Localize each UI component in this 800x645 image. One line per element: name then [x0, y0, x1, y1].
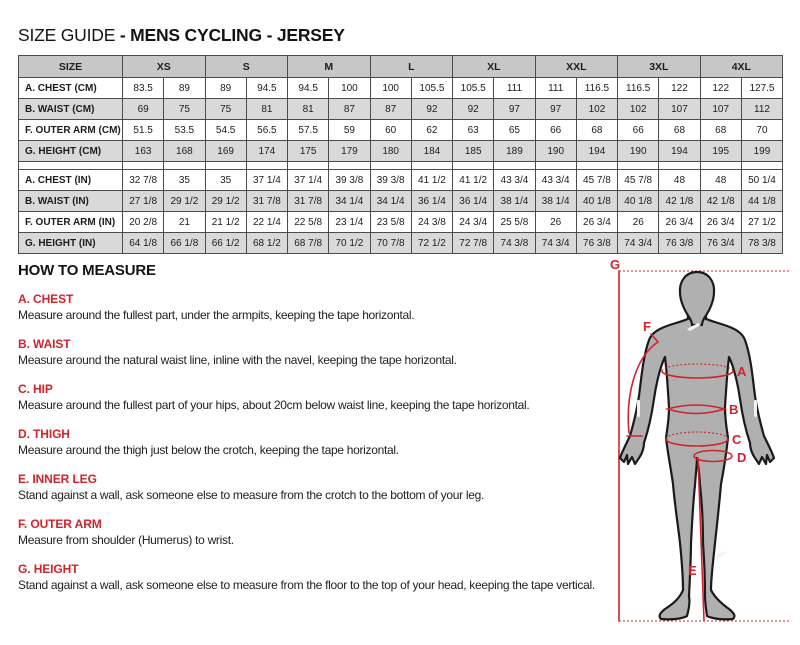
row-label: G. HEIGHT (CM) [19, 141, 123, 162]
measure-section [18, 518, 658, 547]
size-table-wrap [18, 55, 783, 254]
diagram-label-d: D [737, 450, 747, 465]
value-cell: 57.5 [288, 120, 329, 141]
value-cell: 94.5 [246, 78, 287, 99]
value-cell: 21 1/2 [205, 212, 246, 233]
value-cell: 26 3/4 [700, 212, 741, 233]
measure-section-text: Measure around the fullest part of your hips, about 20cm below waist line, keeping the tape horizontal. [18, 398, 530, 412]
value-cell: 21 [164, 212, 205, 233]
page-title-suffix: - MENS CYCLING - JERSEY [119, 25, 345, 45]
value-cell: 74 3/4 [618, 233, 659, 254]
value-cell: 175 [288, 141, 329, 162]
separator-cell [494, 162, 535, 170]
value-cell: 66 [535, 120, 576, 141]
value-cell: 195 [700, 141, 741, 162]
separator-cell [19, 162, 123, 170]
row-label: F. OUTER ARM (IN) [19, 212, 123, 233]
measure-section [18, 563, 658, 592]
value-cell: 24 3/4 [453, 212, 494, 233]
value-cell: 50 1/4 [741, 170, 782, 191]
value-cell: 40 1/8 [576, 191, 617, 212]
value-cell: 45 7/8 [576, 170, 617, 191]
value-cell: 76 3/8 [576, 233, 617, 254]
value-cell: 24 3/8 [411, 212, 452, 233]
value-cell: 36 1/4 [453, 191, 494, 212]
logo-mark-left-forearm [637, 400, 640, 417]
value-cell: 54.5 [205, 120, 246, 141]
separator-cell [370, 162, 411, 170]
separator-cell [411, 162, 452, 170]
value-cell: 63 [453, 120, 494, 141]
size-column-header: 3XL [618, 56, 701, 78]
diagram-label-c: C [732, 432, 742, 447]
value-cell: 43 3/4 [494, 170, 535, 191]
value-cell: 27 1/8 [123, 191, 164, 212]
value-cell: 102 [576, 99, 617, 120]
measure-section [18, 473, 658, 502]
size-column-header: 4XL [700, 56, 783, 78]
size-column-header: M [288, 56, 371, 78]
value-cell: 42 1/8 [700, 191, 741, 212]
value-cell: 40 1/8 [618, 191, 659, 212]
separator-cell [741, 162, 782, 170]
value-cell: 76 3/8 [659, 233, 700, 254]
value-cell: 44 1/8 [741, 191, 782, 212]
value-cell: 112 [741, 99, 782, 120]
value-cell: 122 [700, 78, 741, 99]
measure-section [18, 383, 658, 412]
value-cell: 100 [329, 78, 370, 99]
value-cell: 87 [370, 99, 411, 120]
separator-cell [246, 162, 287, 170]
table-row [19, 78, 783, 99]
separator-cell [700, 162, 741, 170]
value-cell: 70 [741, 120, 782, 141]
table-row [19, 212, 783, 233]
row-label: B. WAIST (CM) [19, 99, 123, 120]
value-cell: 127.5 [741, 78, 782, 99]
value-cell: 53.5 [164, 120, 205, 141]
measure-section [18, 428, 658, 457]
value-cell: 41 1/2 [453, 170, 494, 191]
value-cell: 105.5 [453, 78, 494, 99]
measure-section-text: Stand against a wall, ask someone else to measure from the crotch to the bottom of your leg. [18, 488, 484, 502]
value-cell: 39 3/8 [329, 170, 370, 191]
measure-section-text: Measure around the natural waist line, inline with the navel, keeping the tape horizontal. [18, 353, 457, 367]
value-cell: 185 [453, 141, 494, 162]
value-cell: 64 1/8 [123, 233, 164, 254]
row-label: B. WAIST (IN) [19, 191, 123, 212]
separator-cell [618, 162, 659, 170]
size-table-body [19, 78, 783, 254]
value-cell: 65 [494, 120, 535, 141]
table-row [19, 99, 783, 120]
measure-section-heading: A. CHEST [18, 292, 74, 306]
value-cell: 37 1/4 [288, 170, 329, 191]
how-to-measure [18, 262, 658, 608]
value-cell: 75 [205, 99, 246, 120]
value-cell: 34 1/4 [329, 191, 370, 212]
value-cell: 37 1/4 [246, 170, 287, 191]
value-cell: 169 [205, 141, 246, 162]
value-cell: 174 [246, 141, 287, 162]
value-cell: 107 [659, 99, 700, 120]
size-table [18, 55, 783, 254]
value-cell: 111 [535, 78, 576, 99]
table-section-separator [19, 162, 783, 170]
value-cell: 35 [205, 170, 246, 191]
value-cell: 31 7/8 [246, 191, 287, 212]
value-cell: 68 [700, 120, 741, 141]
value-cell: 89 [164, 78, 205, 99]
value-cell: 51.5 [123, 120, 164, 141]
value-cell: 25 5/8 [494, 212, 535, 233]
figure-head [680, 272, 714, 325]
value-cell: 60 [370, 120, 411, 141]
value-cell: 45 7/8 [618, 170, 659, 191]
value-cell: 81 [246, 99, 287, 120]
value-cell: 26 3/4 [659, 212, 700, 233]
value-cell: 68 [659, 120, 700, 141]
value-cell: 89 [205, 78, 246, 99]
value-cell: 20 2/8 [123, 212, 164, 233]
value-cell: 38 1/4 [494, 191, 535, 212]
value-cell: 48 [659, 170, 700, 191]
value-cell: 111 [494, 78, 535, 99]
value-cell: 102 [618, 99, 659, 120]
value-cell: 29 1/2 [164, 191, 205, 212]
value-cell: 62 [411, 120, 452, 141]
value-cell: 81 [288, 99, 329, 120]
value-cell: 66 1/2 [205, 233, 246, 254]
value-cell: 26 [618, 212, 659, 233]
measure-section-text: Measure from shoulder (Humerus) to wrist. [18, 533, 234, 547]
value-cell: 180 [370, 141, 411, 162]
value-cell: 36 1/4 [411, 191, 452, 212]
value-cell: 78 3/8 [741, 233, 782, 254]
table-row [19, 191, 783, 212]
row-label: A. CHEST (IN) [19, 170, 123, 191]
value-cell: 189 [494, 141, 535, 162]
measure-section-heading: B. WAIST [18, 337, 71, 351]
row-label: A. CHEST (CM) [19, 78, 123, 99]
separator-cell [535, 162, 576, 170]
value-cell: 68 1/2 [246, 233, 287, 254]
measure-section [18, 338, 658, 367]
table-row [19, 170, 783, 191]
measure-sections [18, 293, 658, 592]
value-cell: 66 [618, 120, 659, 141]
measure-section-heading: D. THIGH [18, 427, 70, 441]
value-cell: 41 1/2 [411, 170, 452, 191]
value-cell: 68 7/8 [288, 233, 329, 254]
separator-cell [576, 162, 617, 170]
size-column-header: XS [123, 56, 206, 78]
value-cell: 94.5 [288, 78, 329, 99]
measure-section-heading: C. HIP [18, 382, 53, 396]
separator-cell [123, 162, 164, 170]
measure-section-heading: F. OUTER ARM [18, 517, 102, 531]
separator-cell [205, 162, 246, 170]
value-cell: 32 7/8 [123, 170, 164, 191]
value-cell: 74 3/8 [494, 233, 535, 254]
diagram-label-b: B [729, 402, 739, 417]
value-cell: 168 [164, 141, 205, 162]
value-cell: 23 1/4 [329, 212, 370, 233]
value-cell: 122 [659, 78, 700, 99]
value-cell: 194 [659, 141, 700, 162]
separator-cell [288, 162, 329, 170]
value-cell: 97 [494, 99, 535, 120]
separator-cell [164, 162, 205, 170]
value-cell: 179 [329, 141, 370, 162]
size-column-header: S [205, 56, 288, 78]
value-cell: 72 1/2 [411, 233, 452, 254]
value-cell: 83.5 [123, 78, 164, 99]
value-cell: 35 [164, 170, 205, 191]
value-cell: 70 1/2 [329, 233, 370, 254]
logo-mark-right-shin [716, 551, 726, 558]
value-cell: 184 [411, 141, 452, 162]
value-cell: 22 5/8 [288, 212, 329, 233]
table-row [19, 233, 783, 254]
value-cell: 23 5/8 [370, 212, 411, 233]
value-cell: 163 [123, 141, 164, 162]
value-cell: 87 [329, 99, 370, 120]
value-cell: 190 [618, 141, 659, 162]
diagram-label-f: F [643, 319, 651, 334]
how-to-measure-title: HOW TO MEASURE [18, 262, 156, 279]
value-cell: 26 [535, 212, 576, 233]
table-row [19, 120, 783, 141]
separator-cell [453, 162, 494, 170]
value-cell: 76 3/4 [700, 233, 741, 254]
value-cell: 22 1/4 [246, 212, 287, 233]
separator-cell [329, 162, 370, 170]
row-label: F. OUTER ARM (CM) [19, 120, 123, 141]
value-cell: 75 [164, 99, 205, 120]
value-cell: 69 [123, 99, 164, 120]
size-table-header-row [19, 56, 783, 78]
measure-section-text: Measure around the thigh just below the crotch, keeping the tape horizontal. [18, 443, 399, 457]
value-cell: 194 [576, 141, 617, 162]
figure-body [620, 318, 774, 619]
logo-mark-right-forearm [754, 400, 757, 417]
value-cell: 92 [411, 99, 452, 120]
size-column-header: L [370, 56, 453, 78]
value-cell: 116.5 [618, 78, 659, 99]
value-cell: 74 3/4 [535, 233, 576, 254]
value-cell: 48 [700, 170, 741, 191]
value-cell: 27 1/2 [741, 212, 782, 233]
value-cell: 31 7/8 [288, 191, 329, 212]
value-cell: 26 3/4 [576, 212, 617, 233]
page-title [18, 25, 345, 46]
value-cell: 199 [741, 141, 782, 162]
value-cell: 59 [329, 120, 370, 141]
value-cell: 190 [535, 141, 576, 162]
size-column-header: XXL [535, 56, 618, 78]
value-cell: 34 1/4 [370, 191, 411, 212]
measure-section [18, 293, 658, 322]
measure-section-heading: G. HEIGHT [18, 562, 79, 576]
value-cell: 38 1/4 [535, 191, 576, 212]
measure-section-text: Measure around the fullest part, under the armpits, keeping the tape horizontal. [18, 308, 415, 322]
table-row [19, 141, 783, 162]
value-cell: 42 1/8 [659, 191, 700, 212]
row-label: G. HEIGHT (IN) [19, 233, 123, 254]
value-cell: 107 [700, 99, 741, 120]
diagram-label-g: G [609, 257, 621, 272]
value-cell: 92 [453, 99, 494, 120]
diagram-label-a: A [737, 364, 747, 379]
size-column-header: XL [453, 56, 536, 78]
value-cell: 66 1/8 [164, 233, 205, 254]
value-cell: 72 7/8 [453, 233, 494, 254]
separator-cell [659, 162, 700, 170]
page-title-prefix: SIZE GUIDE [18, 25, 120, 45]
measure-section-heading: E. INNER LEG [18, 472, 97, 486]
value-cell: 29 1/2 [205, 191, 246, 212]
measure-section-text: Stand against a wall, ask someone else to measure from the floor to the top of your head, keeping the tape vertical. [18, 578, 595, 592]
body-measurement-diagram [598, 255, 798, 645]
diagram-label-e: E [688, 563, 697, 578]
value-cell: 97 [535, 99, 576, 120]
value-cell: 56.5 [246, 120, 287, 141]
value-cell: 105.5 [411, 78, 452, 99]
value-cell: 116.5 [576, 78, 617, 99]
value-cell: 39 3/8 [370, 170, 411, 191]
size-corner-header: SIZE [19, 56, 123, 78]
value-cell: 100 [370, 78, 411, 99]
value-cell: 68 [576, 120, 617, 141]
value-cell: 43 3/4 [535, 170, 576, 191]
value-cell: 70 7/8 [370, 233, 411, 254]
